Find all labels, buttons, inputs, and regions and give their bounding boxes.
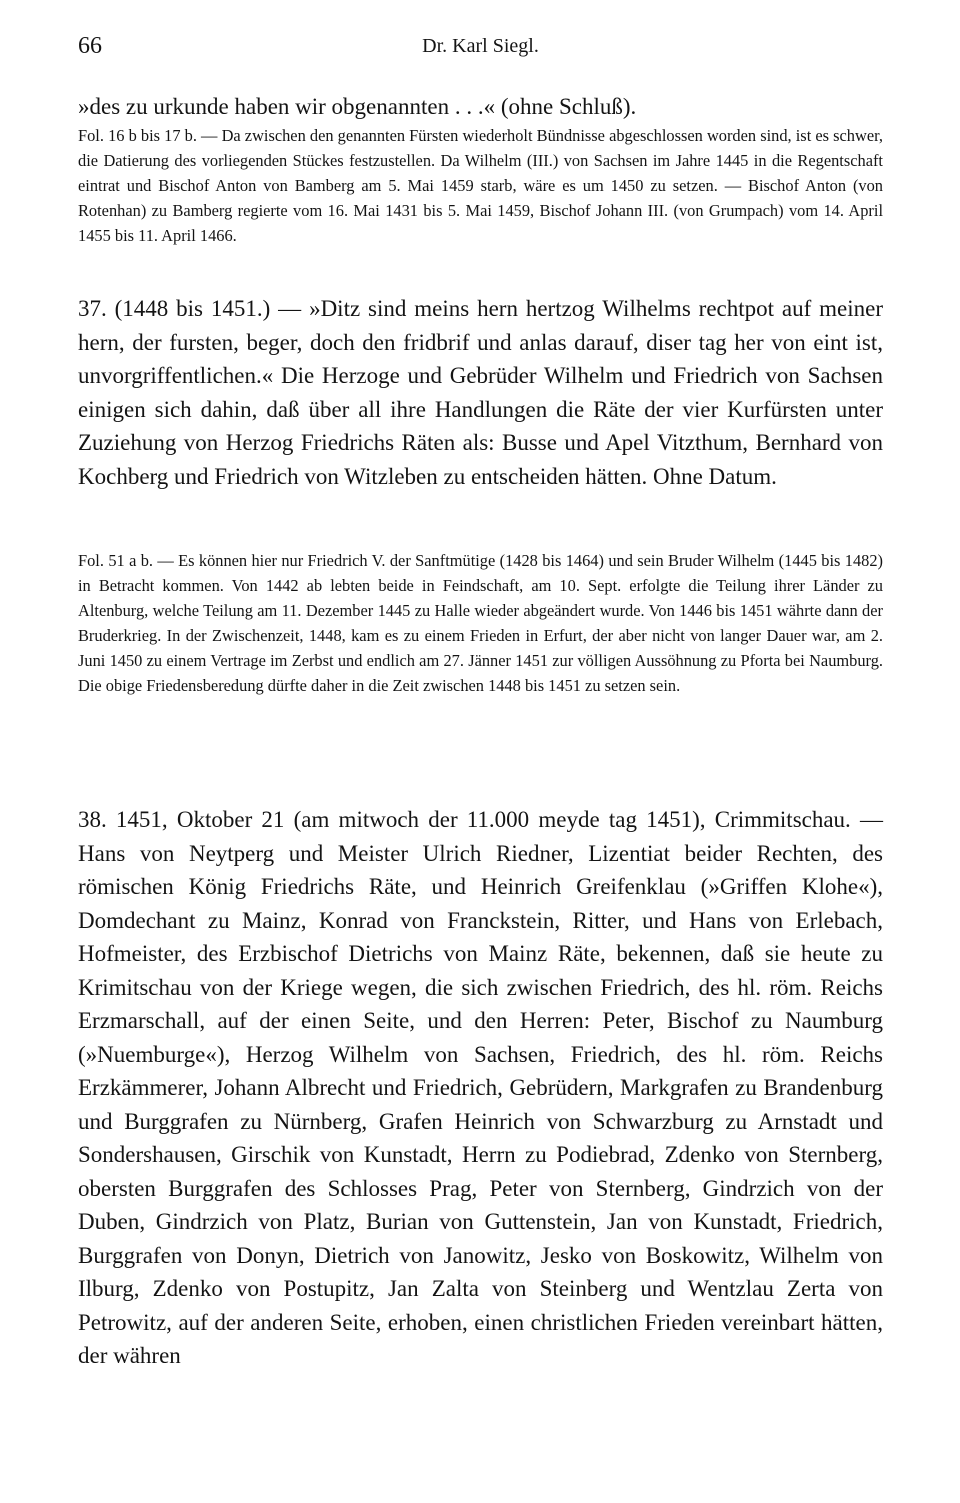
- fragment-quote: »des zu urkunde haben wir obgenannten . . .« (ohne Schluß).: [78, 94, 637, 119]
- page-number: 66: [78, 33, 102, 59]
- running-head: Dr. Karl Siegl.: [422, 35, 539, 57]
- entry-37-note-block: [78, 549, 883, 698]
- entry-37-text: 37. (1448 bis 1451.) — »Ditz sind meins hern hertzog Wilhelms rechtpot auf meiner hern, der fursten, beger, doch den fridbrif und anlas darauf, diser tag her von eint ist, unvorgriffentlichen.« Die Herzoge und Gebrüder Wilhelm und Friedrich von Sachsen einigen sich dahin, daß über all ihre Handlungen die Räte der vier Kurfürsten unter Zuziehung von Herzog Friedrichs Räten als: Busse und Apel Vitzthum, Bernhard von Kochberg und Friedrich von Witzleben zu entscheiden hätten. Ohne Datum.: [78, 296, 883, 489]
- quote-fragment: [78, 90, 883, 124]
- entry-37: [78, 292, 883, 493]
- fragment-note: Fol. 16 b bis 17 b. — Da zwischen den genannten Fürsten wiederholt Bündnisse abgeschlossen worden sind, ist es schwer, die Datierung des vorliegenden Stückes festzustellen. Da Wilhelm (III.) von Sachsen im Jahre 1445 in die Regentschaft eintrat und Bischof Anton von Bamberg am 5. Mai 1459 starb, wäre es um 1450 zu setzen. — Bischof Anton (von Rotenhan) zu Bamberg regierte vom 16. Mai 1431 bis 5. Mai 1459, Bischof Johann III. (von Grumpach) vom 14. April 1455 bis 11. April 1466.: [78, 126, 883, 245]
- footnote-fragment: [78, 124, 883, 249]
- entry-38: [78, 803, 883, 1373]
- entry-37-note: Fol. 51 a b. — Es können hier nur Friedrich V. der Sanftmütige (1428 bis 1464) und sein Bruder Wilhelm (1445 bis 1482) in Betracht kommen. Von 1442 ab lebten beide in Feindschaft, am 10. Sept. erfolgte die Teilung ihrer Länder zu Altenburg, welche Teilung am 11. Dezember 1445 zu Halle wieder abgeändert wurde. Von 1446 bis 1451 währte dann der Bruderkrieg. In der Zwischenzeit, 1448, kam es zu einem Frieden in Erfurt, der aber nicht von langer Dauer war, am 2. Juni 1450 zu einem Vertrage im Zerbst und endlich am 27. Jänner 1451 zur völligen Aussöhnung zu Pforta bei Naumburg. Die obige Friedensberedung dürfte daher in die Zeit zwischen 1448 bis 1451 zu setzen sein.: [78, 551, 883, 695]
- page-header: [78, 33, 883, 65]
- book-page: [78, 0, 883, 1503]
- entry-38-text: 38. 1451, Oktober 21 (am mitwoch der 11.000 meyde tag 1451), Crimmitschau. — Hans von Neytperg und Meister Ulrich Riedner, Lizentiat beider Rechten, des römischen König Friedrichs Räte, und Heinrich Greifenklau (»Griffen Klohe«), Domdechant zu Mainz, Konrad von Franckstein, Ritter, und Hans von Erlebach, Hofmeister, des Erzbischof Dietrichs von Mainz Räte, bekennen, daß sie heute zu Krimitschau von der Kriege wegen, die sich zwischen Friedrich, des hl. röm. Reichs Erzmarschall, auf der einen Seite, und den Herren: Peter, Bischof zu Naumburg (»Nuemburge«), Herzog Wilhelm von Sachsen, Friedrich, des hl. röm. Reichs Erzkämmerer, Johann Albrecht und Friedrich, Gebrüdern, Markgrafen zu Brandenburg und Burggrafen zu Nürnberg, Grafen Heinrich von Schwarzburg zu Arnstadt und Sondershausen, Girschik von Kunstadt, Herrn zu Podiebrad, Zdenko von Sternberg, obersten Burggrafen des Schlosses Prag, Peter von Sternberg, Gindrzich von der Duben, Gindrzich von Platz, Burian von Guttenstein, Jan von Kunstadt, Friedrich, Burggrafen von Donyn, Dietrich von Janowitz, Jesko von Boskowitz, Wilhelm von Ilburg, Zdenko von Postupitz, Jan Zalta von Steinberg und Wentzlau Zerta von Petrowitz, auf der anderen Seite, erhoben, einen christlichen Frieden vereinbart hätten, der währen: [78, 807, 883, 1368]
